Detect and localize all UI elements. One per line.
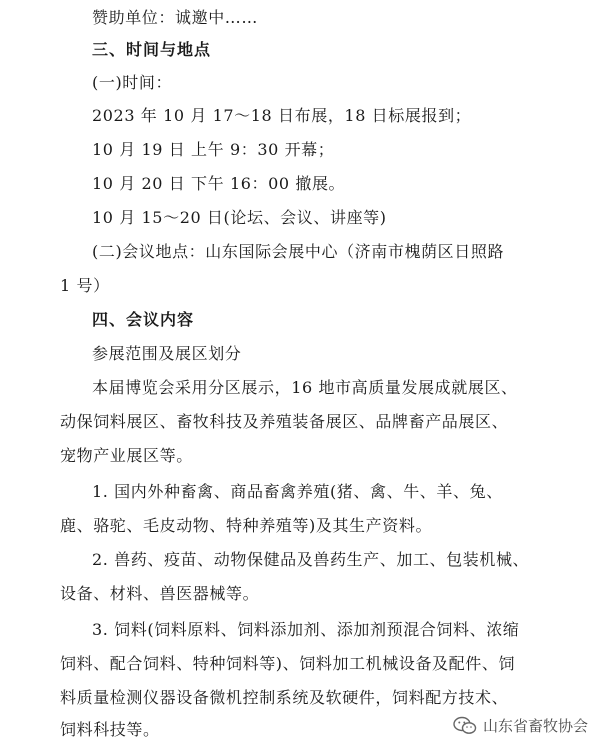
item-3-line-4: 饲料科技等。 [60, 720, 160, 739]
item-1-line-2: 鹿、骆驼、毛皮动物、特种养殖等)及其生产资料。 [60, 516, 433, 535]
item-3-line-2: 饲料、配合饲料、特种饲料等)、饲料加工机械设备及配件、饲 [60, 654, 516, 673]
item-3-line-1: 3. 饲料(饲料原料、饲料添加剂、添加剂预混合饲料、浓缩 [92, 620, 520, 639]
zone-paragraph-line-3: 宠物产业展区等。 [60, 446, 193, 465]
wechat-icon [453, 716, 477, 736]
teardown-line: 10 月 20 日 下午 16：00 撤展。 [92, 174, 346, 193]
zone-paragraph-line-1: 本届博览会采用分区展示，16 地市高质量发展成就展区、 [92, 378, 518, 397]
item-1-line-1: 1. 国内外种畜禽、商品畜禽养殖(猪、禽、牛、羊、兔、 [92, 482, 503, 501]
section-heading-content: 四、会议内容 [92, 310, 195, 329]
opening-line: 10 月 19 日 上午 9：30 开幕； [92, 140, 335, 159]
venue-line-continued: 1 号） [60, 276, 110, 295]
sponsor-line: 赞助单位：诚邀中…… [92, 8, 259, 27]
forum-dates-line: 10 月 15～20 日(论坛、会议、讲座等) [92, 208, 387, 227]
item-3-line-3: 料质量检测仪器设备微机控制系统及软硬件，饲料配方技术、 [60, 688, 509, 707]
exhibit-scope-subheading: 参展范围及展区划分 [92, 344, 242, 363]
setup-date-line: 2023 年 10 月 17～18 日布展，18 日标展报到； [92, 106, 472, 125]
account-watermark [449, 713, 592, 738]
section-heading-time-place: 三、时间与地点 [92, 40, 212, 59]
venue-line: (二)会议地点：山东国际会展中心（济南市槐荫区日照路 [92, 242, 505, 261]
item-2-line-1: 2. 兽药、疫苗、动物保健品及兽药生产、加工、包装机械、 [92, 550, 530, 569]
watermark-text: 山东省畜牧协会 [482, 717, 588, 735]
zone-paragraph-line-2: 动保饲料展区、畜牧科技及养殖装备展区、品牌畜产品展区、 [60, 412, 509, 431]
item-2-line-2: 设备、材料、兽医器械等。 [60, 584, 260, 603]
time-subheading: (一)时间： [92, 73, 173, 92]
